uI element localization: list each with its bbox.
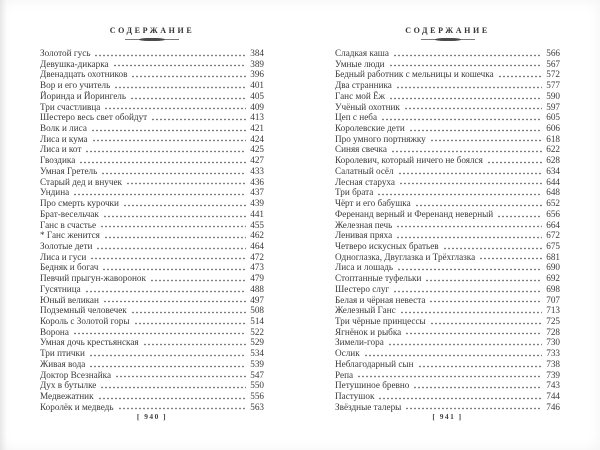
toc-entry-page: 464 — [250, 240, 264, 251]
toc-entry-page: 462 — [250, 230, 264, 241]
dot-leader — [134, 322, 246, 325]
toc-entry-page: 508 — [250, 305, 264, 316]
toc-entry — [40, 144, 264, 155]
header-ornament — [421, 38, 475, 41]
page-number: [ 941 ] — [432, 412, 463, 421]
toc-entry — [335, 337, 560, 348]
page-number: [ 940 ] — [136, 412, 168, 421]
toc-entry-page: 425 — [250, 144, 264, 155]
toc-entry-page: 547 — [250, 369, 264, 380]
dot-leader — [498, 75, 542, 78]
dot-leader — [104, 107, 246, 110]
toc-entry-title: Бедняк и богач — [40, 262, 99, 273]
toc-entry-title: Лесная старуха — [335, 176, 395, 187]
dot-leader — [151, 118, 246, 121]
toc-entry — [335, 48, 560, 59]
toc-entry — [40, 177, 264, 188]
toc-entry-page: 409 — [250, 101, 264, 112]
dot-leader — [73, 332, 246, 335]
toc-entry-title: Ослик — [335, 348, 360, 359]
toc-entry-page: 743 — [546, 380, 560, 391]
toc-entry-page: 396 — [250, 69, 264, 80]
dot-leader — [115, 375, 246, 378]
toc-entry-title: * Ганс женится — [40, 230, 100, 241]
toc-entry-title: Золотые дети — [40, 240, 93, 251]
toc-entry-title: Три брата — [335, 187, 374, 198]
toc-entry — [40, 166, 264, 177]
dot-leader — [389, 97, 542, 100]
dot-leader — [123, 204, 246, 207]
toc-entry — [40, 305, 264, 316]
dot-leader — [89, 365, 246, 368]
toc-entry-title: Репа — [335, 369, 354, 380]
toc-entry — [335, 198, 560, 209]
toc-entry-title: Ференанд верный и Ференанд неверный — [335, 208, 494, 219]
dot-leader — [94, 54, 246, 57]
toc-entry — [40, 391, 264, 402]
toc-entry — [335, 102, 560, 113]
dot-leader — [405, 407, 542, 410]
toc-entry-title: Четверо искусных братьев — [335, 240, 439, 251]
toc-entry-title: Певчий прыгун-жаворонок — [40, 273, 146, 284]
toc-entry-page: 497 — [250, 294, 264, 305]
toc-entry — [335, 402, 560, 413]
toc-entry-title: Ленивая пряха — [335, 230, 393, 241]
dot-leader — [396, 225, 542, 228]
toc-entry — [40, 337, 264, 348]
dot-leader — [114, 86, 246, 89]
toc-entry-page: 488 — [250, 283, 264, 294]
dot-leader — [102, 268, 246, 271]
toc-entry-page: 692 — [546, 273, 560, 284]
toc-entry-page: 401 — [250, 80, 264, 91]
toc-entry-page: 606 — [546, 123, 560, 134]
toc-entry-page: 730 — [546, 337, 560, 348]
toc-entry-title: Шестеро весь свет обойдут — [40, 112, 148, 123]
toc-entry-title: Доктор Всезнайка — [40, 369, 112, 380]
toc-entry-title: Петушиное бревно — [335, 380, 410, 391]
dot-leader — [364, 354, 542, 357]
toc-entry-page: 664 — [546, 219, 560, 230]
toc-entry-page: 713 — [546, 305, 560, 316]
dot-leader — [378, 397, 542, 400]
dot-leader — [131, 311, 246, 314]
toc-entry-page: 566 — [546, 48, 560, 58]
toc-entry — [335, 391, 560, 402]
toc-entry — [335, 134, 560, 145]
toc-entry — [335, 348, 560, 359]
dot-leader — [443, 247, 542, 250]
toc-entry — [40, 209, 264, 220]
dot-leader — [393, 54, 542, 57]
toc-entry-title: Живая вода — [40, 358, 86, 369]
toc-entry-page: 556 — [250, 391, 264, 401]
dot-leader — [126, 182, 246, 185]
dot-leader — [388, 343, 542, 346]
dot-leader — [89, 354, 246, 357]
toc-entry-title: Лиса и кума — [40, 133, 88, 144]
toc-entry-title: Умные люди — [335, 58, 385, 69]
toc-entry-page: 707 — [546, 294, 560, 305]
toc-entry-page: 421 — [250, 123, 264, 134]
dot-leader — [90, 257, 246, 260]
dot-leader — [389, 64, 542, 67]
toc-entry-page: 405 — [250, 90, 264, 101]
toc-entry-page: 479 — [250, 273, 264, 284]
toc-entry-title: Звёздные талеры — [335, 401, 402, 412]
dot-leader — [101, 172, 246, 175]
toc-entry-page: 605 — [546, 112, 560, 123]
dot-leader — [79, 161, 246, 164]
toc-entry-title: Про смерть курочки — [40, 198, 119, 209]
toc-entry — [335, 112, 560, 123]
toc-entry-title: Пастушок — [335, 391, 375, 401]
toc-entry-title: Двенадцать охотников — [40, 69, 128, 80]
toc-entry — [40, 370, 264, 381]
dot-leader — [398, 172, 542, 175]
toc-entry-page: 725 — [546, 315, 560, 326]
toc-entry — [335, 359, 560, 370]
toc-entry — [335, 230, 560, 241]
toc-entry-page: 746 — [546, 401, 560, 412]
toc-entry-page: 738 — [546, 358, 560, 369]
toc-entry-page: 675 — [546, 240, 560, 251]
dot-leader — [429, 300, 542, 303]
toc-entry-title: Подземный человечек — [40, 305, 127, 316]
toc-entry — [40, 80, 264, 91]
toc-entry — [40, 59, 264, 70]
dot-leader — [357, 375, 542, 378]
dot-leader — [100, 386, 246, 389]
toc-entry — [40, 187, 264, 198]
toc-entry-title: Гвоздика — [40, 155, 76, 166]
toc-entry — [40, 112, 264, 123]
toc-entry-page: 648 — [546, 187, 560, 198]
toc-entry-title: Салатный осёл — [335, 165, 394, 176]
toc-entry-page: 652 — [546, 198, 560, 209]
toc-entry — [335, 177, 560, 188]
toc-entry-page: 455 — [250, 219, 264, 230]
toc-entry-title: Шестеро слуг — [335, 283, 390, 294]
toc-entry — [40, 252, 264, 263]
toc-entry-title: Лиса и гуси — [40, 251, 87, 262]
toc-entry-page: 728 — [546, 326, 560, 337]
dot-leader — [430, 139, 542, 142]
toc-entry — [335, 327, 560, 338]
toc-entry — [40, 327, 264, 338]
toc-entry-page: 436 — [250, 176, 264, 187]
dot-leader — [430, 322, 542, 325]
toc-entry — [40, 316, 264, 327]
toc-entry-page: 473 — [250, 262, 264, 273]
toc-entry — [335, 220, 560, 231]
toc-entry-page: 441 — [250, 208, 264, 219]
toc-entry-title: Зимели-гора — [335, 337, 384, 348]
dot-leader — [85, 290, 246, 293]
toc-entry-title: Три птички — [40, 348, 85, 359]
toc-entry-title: Волк и лиса — [40, 123, 87, 134]
toc-entry — [40, 91, 264, 102]
toc-entry-title: Король с Золотой горы — [40, 315, 130, 326]
dot-leader — [104, 236, 246, 239]
dot-leader — [130, 97, 246, 100]
toc-entry-title: Королевские дети — [335, 123, 405, 134]
dot-leader — [381, 118, 542, 121]
toc-entry — [335, 91, 560, 102]
dot-leader — [96, 247, 246, 250]
toc-entry — [335, 69, 560, 80]
dot-leader — [396, 236, 542, 239]
toc-entry — [40, 284, 264, 295]
toc-entry — [40, 48, 264, 59]
dot-leader — [92, 139, 246, 142]
toc-entry-page: 563 — [250, 401, 264, 412]
toc-entry — [335, 209, 560, 220]
toc-entry-title: Чёрт и его бабушка — [335, 198, 411, 209]
toc-entry-title: Гусятница — [40, 283, 81, 294]
toc-entry — [335, 80, 560, 91]
toc-entry-title: Йоринда и Йорингель — [40, 90, 127, 101]
toc-entry-page: 534 — [250, 348, 264, 359]
toc-entry — [335, 380, 560, 391]
dot-leader — [425, 279, 542, 282]
toc-entry-title: Ганс мой Ёж — [335, 90, 386, 101]
toc-entry — [335, 187, 560, 198]
toc-entry-page: 744 — [546, 391, 560, 401]
toc-entry — [40, 69, 264, 80]
dot-leader — [400, 311, 542, 314]
toc-page-left — [40, 0, 264, 450]
toc-entry-page: 437 — [250, 187, 264, 198]
toc-entry-title: Три счастливца — [40, 101, 101, 112]
toc-entry-page: 634 — [546, 165, 560, 176]
toc-entry-title: Ворона — [40, 326, 69, 337]
toc-entry-title: Королёк и медведь — [40, 401, 114, 412]
toc-entry — [40, 402, 264, 413]
page-title: СОДЕРЖАНИЕ — [109, 26, 195, 35]
toc-entry — [335, 295, 560, 306]
toc-entry-title: Умная Гретель — [40, 165, 98, 176]
toc-entry-title: Дух в бутылке — [40, 380, 97, 391]
toc-entry — [335, 284, 560, 295]
toc-entry-title: Умная дочь крестьянская — [40, 337, 139, 348]
toc-entry-title: Ягнёнок и рыбка — [335, 326, 402, 337]
toc-entry — [335, 316, 560, 327]
toc-entry-title: Железный Ганс — [335, 305, 396, 316]
toc-entry-page: 572 — [546, 69, 560, 80]
toc-list — [40, 48, 264, 412]
header-ornament — [125, 38, 179, 41]
toc-entry-title: Стоптанные туфельки — [335, 273, 422, 284]
toc-entry-page: 590 — [546, 90, 560, 101]
dot-leader — [150, 279, 246, 282]
dot-leader — [397, 268, 542, 271]
toc-entry-page: 550 — [250, 380, 264, 391]
toc-entry-title: Девушка-дикарка — [40, 58, 109, 69]
dot-leader — [391, 150, 542, 153]
toc-entry-page: 690 — [546, 262, 560, 273]
toc-entry-title: Три чёрные принцессы — [335, 315, 426, 326]
toc-entry-page: 529 — [250, 337, 264, 348]
toc-list — [335, 48, 560, 412]
toc-entry — [40, 198, 264, 209]
dot-leader — [103, 300, 246, 303]
dot-leader — [393, 290, 542, 293]
page-title: СОДЕРЖАНИЕ — [405, 26, 490, 35]
toc-entry-page: 413 — [250, 112, 264, 123]
dot-leader — [487, 161, 542, 164]
toc-entry-page: 672 — [546, 230, 560, 241]
toc-entry — [335, 252, 560, 263]
toc-entry-page: 439 — [250, 198, 264, 209]
toc-entry-page: 577 — [546, 80, 560, 91]
toc-entry-page: 656 — [546, 208, 560, 219]
toc-entry-page: 681 — [546, 251, 560, 262]
toc-entry-page: 522 — [250, 326, 264, 337]
dot-leader — [113, 64, 246, 67]
toc-entry-title: Лиса и лошадь — [335, 262, 394, 273]
toc-entry — [335, 59, 560, 70]
toc-entry — [40, 241, 264, 252]
toc-entry — [335, 241, 560, 252]
toc-page-right — [335, 0, 560, 450]
toc-entry-page: 622 — [546, 144, 560, 155]
toc-entry-page: 739 — [546, 369, 560, 380]
toc-entry-page: 618 — [546, 133, 560, 144]
toc-entry-title: Золотой гусь — [40, 48, 91, 58]
toc-entry-page: 628 — [546, 155, 560, 166]
toc-entry-title: Неблагодарный сын — [335, 358, 414, 369]
toc-entry-title: Учёный охотник — [335, 101, 400, 112]
toc-entry-page: 644 — [546, 176, 560, 187]
toc-entry-title: Старый дед и внучек — [40, 176, 123, 187]
toc-entry-page: 539 — [250, 358, 264, 369]
toc-entry-page: 597 — [546, 101, 560, 112]
toc-entry — [40, 220, 264, 231]
toc-entry-page: 567 — [546, 58, 560, 69]
toc-entry — [335, 262, 560, 273]
toc-entry-title: Синяя свечка — [335, 144, 387, 155]
dot-leader — [415, 204, 542, 207]
toc-entry-title: Цеп с неба — [335, 112, 378, 123]
toc-entry — [40, 295, 264, 306]
toc-entry-title: Сладкая каша — [335, 48, 389, 58]
dot-leader — [118, 407, 246, 410]
dot-leader — [409, 129, 542, 132]
dot-leader — [404, 107, 542, 110]
toc-entry — [335, 123, 560, 134]
toc-entry — [40, 230, 264, 241]
toc-entry-title: Одноглазка, Двуглазка и Трёхглазка — [335, 251, 476, 262]
dot-leader — [396, 86, 542, 89]
toc-entry-title: Два странника — [335, 80, 392, 91]
dot-leader — [377, 193, 542, 196]
toc-entry — [40, 262, 264, 273]
dot-leader — [418, 365, 542, 368]
toc-entry — [40, 123, 264, 134]
toc-entry — [335, 370, 560, 381]
toc-entry-title: Про умного портняжку — [335, 133, 426, 144]
toc-entry — [335, 155, 560, 166]
toc-entry-title: Юный великан — [40, 294, 99, 305]
toc-entry-page: 433 — [250, 165, 264, 176]
toc-entry-page: 424 — [250, 133, 264, 144]
toc-entry — [40, 273, 264, 284]
toc-entry-page: 698 — [546, 283, 560, 294]
toc-entry — [335, 273, 560, 284]
toc-entry-page: 384 — [250, 48, 264, 58]
dot-leader — [131, 75, 246, 78]
toc-entry — [335, 144, 560, 155]
toc-entry-title: Белая и чёрная невеста — [335, 294, 426, 305]
toc-entry-title: Лиса и кот — [40, 144, 82, 155]
toc-entry-page: 427 — [250, 155, 264, 166]
toc-entry-page: 389 — [250, 58, 264, 69]
toc-entry — [40, 380, 264, 391]
toc-entry-page: 514 — [250, 315, 264, 326]
toc-entry — [335, 166, 560, 177]
toc-entry-title: Железная печь — [335, 219, 393, 230]
dot-leader — [91, 129, 246, 132]
dot-leader — [100, 225, 246, 228]
toc-entry-title: Брат-весельчак — [40, 208, 99, 219]
toc-entry — [40, 359, 264, 370]
toc-entry-title: Королевич, который ничего не боялся — [335, 155, 483, 166]
dot-leader — [479, 257, 542, 260]
toc-entry — [40, 102, 264, 113]
toc-entry — [40, 348, 264, 359]
toc-entry — [335, 305, 560, 316]
toc-entry — [40, 134, 264, 145]
dot-leader — [103, 215, 246, 218]
dot-leader — [85, 150, 246, 153]
toc-entry — [40, 155, 264, 166]
toc-entry-title: Ганс в счастье — [40, 219, 97, 230]
dot-leader — [73, 193, 246, 196]
toc-entry-title: Бедный работник с мельницы и кошечка — [335, 69, 494, 80]
dot-leader — [405, 332, 542, 335]
dot-leader — [143, 343, 246, 346]
dot-leader — [497, 215, 542, 218]
dot-leader — [98, 397, 246, 400]
toc-entry-page: 733 — [546, 348, 560, 359]
dot-leader — [399, 182, 542, 185]
dot-leader — [413, 386, 542, 389]
toc-entry-page: 472 — [250, 251, 264, 262]
toc-entry-title: Вор и его учитель — [40, 80, 111, 91]
toc-entry-title: Ундина — [40, 187, 70, 198]
toc-entry-title: Медвежатник — [40, 391, 94, 401]
